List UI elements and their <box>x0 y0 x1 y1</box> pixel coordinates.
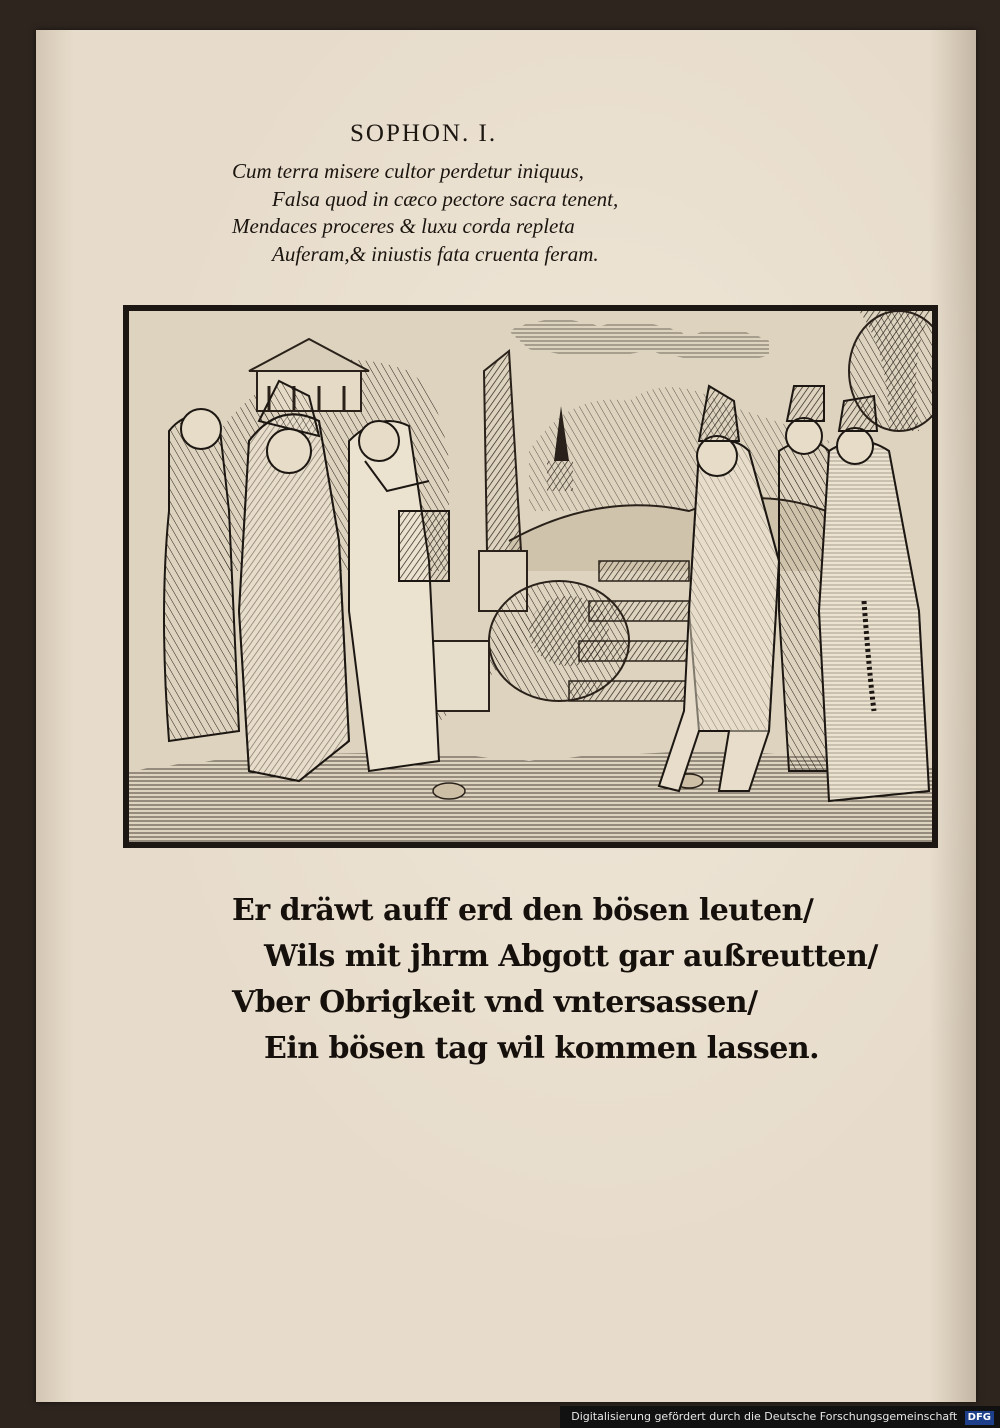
dfg-logo: DFG <box>965 1411 994 1425</box>
german-verse-line: Vber Obrigkeit vnd vntersassen/ <box>232 985 758 1020</box>
latin-verse <box>232 158 702 268</box>
german-verse-line: Ein bösen tag wil kommen lassen. <box>264 1031 820 1066</box>
german-verse <box>232 888 878 1072</box>
latin-verse-line: Falsa quod in cæco pectore sacra tenent, <box>272 186 619 211</box>
running-head: SOPHON. I. <box>350 120 498 147</box>
latin-verse-line: Cum terra misere cultor perdetur iniquus, <box>232 159 584 183</box>
german-verse-line: Er dräwt auff erd den bösen leuten/ <box>232 893 814 928</box>
digitization-credit: Digitalisierung gefördert durch die Deutsche Forschungsgemeinschaft <box>571 1410 958 1423</box>
woodcut-illustration <box>123 305 938 848</box>
woodcut-scene-image <box>129 311 932 842</box>
latin-verse-line: Mendaces proceres & luxu corda repleta <box>232 214 575 238</box>
german-verse-line: Wils mit jhrm Abgott gar außreutten/ <box>264 939 878 974</box>
latin-verse-line: Auferam,& iniustis fata cruenta feram. <box>272 241 599 266</box>
digitization-credit-bar <box>560 1406 1000 1428</box>
